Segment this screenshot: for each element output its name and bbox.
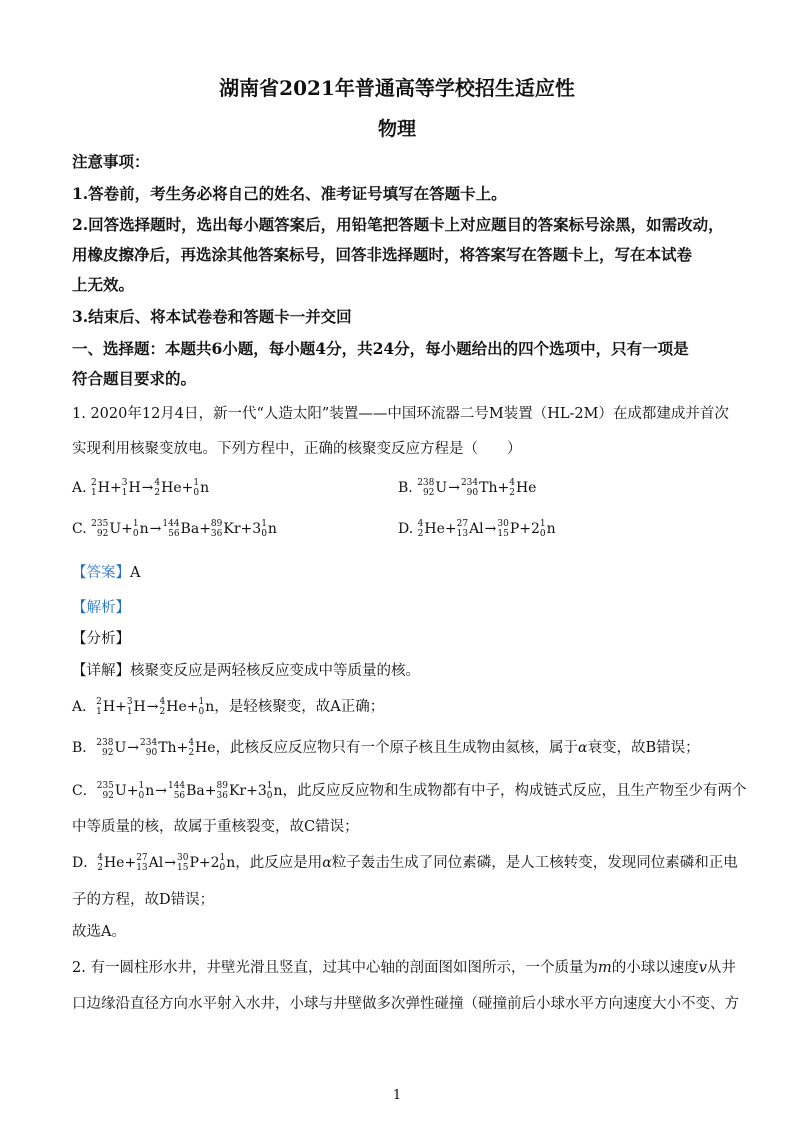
isotope-u238 [417,478,434,498]
arrow-icon: → [141,480,154,496]
element-symbol: Th [158,740,177,756]
isotope-n [261,519,267,539]
atomic-number: 15 [176,863,189,873]
isotope-he4 [509,478,515,498]
isotope-al27 [457,519,468,539]
atomic-number: 90 [145,748,158,758]
element-symbol: U [114,740,127,756]
mass-number: 1 [219,853,226,863]
velocity-variable: v [698,960,707,976]
plus-sign: + [126,783,139,799]
atomic-number: 13 [456,529,469,539]
explanation-c [72,781,747,801]
isotope-u235 [97,781,114,801]
plus-sign: + [198,855,211,871]
isotope-kr89 [217,781,228,801]
plus-sign: + [181,480,194,496]
explanation-d-line-2: 子的方程，故D错误； [72,892,215,908]
element-symbol: n [205,699,215,715]
element-symbol: Kr [228,783,247,799]
mass-number: 238 [96,738,114,748]
analysis-tag: 【解析】 [72,600,130,616]
notice-item-2-line-1: 2.回答选择题时，选出每小题答案后，用铅笔把答题卡上对应题目的答案标号涂黑，如需改动， [72,215,724,234]
exam-subject: 物理 [377,118,416,140]
isotope-n [133,519,139,539]
mass-number: 4 [159,697,166,707]
page-number: 1 [392,1088,402,1103]
isotope-u235 [91,519,108,539]
isotope-u238 [96,738,113,758]
atomic-number: 56 [173,791,186,801]
element-symbol: n [200,480,210,496]
mass-number: 4 [188,738,195,748]
option-a [72,478,209,498]
plus-sign: + [109,480,122,496]
isotope-p30 [497,519,508,539]
atomic-number: 1 [96,707,102,717]
atomic-number: 92 [102,791,114,801]
isotope-kr89 [211,519,222,539]
atomic-number: 92 [96,529,109,539]
mass-number: 1 [198,697,205,707]
isotope-th234 [461,478,478,498]
element-symbol: He [515,480,537,496]
isotope-n [198,697,204,717]
element-symbol: H [128,480,141,496]
isotope-n [138,781,144,801]
answer-value: A [130,565,141,581]
isotope-h2 [96,697,102,717]
isotope-h2 [91,478,97,498]
mass-number: 144 [162,519,180,529]
plus-sign: + [497,480,510,496]
atomic-number: 1 [126,707,133,717]
element-symbol: Ba [186,783,205,799]
plus-sign: + [444,521,457,537]
atomic-number: 2 [97,863,103,873]
explanation-text: ，此反应是用 [235,855,323,871]
atomic-number: 92 [422,488,435,498]
atomic-number: 90 [466,488,479,498]
mass-number: 2 [91,478,97,488]
explanation-text: ，是轻核聚变，故A正确； [214,699,385,715]
plus-sign: + [240,521,253,537]
element-symbol: Al [469,521,484,537]
atomic-number: 36 [210,529,223,539]
atomic-number: 92 [102,748,114,758]
element-symbol: U [109,521,122,537]
mass-number: 4 [97,853,103,863]
arrow-icon: → [146,699,159,715]
detail-line [72,661,732,681]
atomic-number: 0 [198,707,205,717]
element-symbol: P [189,855,199,871]
mass-number: 4 [154,478,161,488]
plus-sign: + [186,699,199,715]
mass-variable: m [597,960,612,976]
option-c-label: C. [72,521,87,537]
atomic-number: 2 [188,748,195,758]
explanation-text: ，此核反应反应物只有一个原子核且生成物由氦核，属于 [215,740,579,756]
answer-tag: 【答案】 [72,565,130,581]
atomic-number: 2 [159,707,166,717]
section-heading-line-2: 符合题目要求的。 [72,369,197,388]
mass-number: 234 [140,738,158,748]
element-symbol: U [114,783,127,799]
mass-number: 4 [509,478,515,488]
notice-heading: 注意事项： [72,152,150,171]
isotope-n [540,519,546,539]
exam-title: 湖南省2021年普通高等学校招生适应性 [219,76,575,100]
alpha-symbol: α [578,740,588,756]
arrow-icon: → [155,783,167,799]
notice-item-1: 1.答卷前，考生务必将自己的姓名、准考证号填写在答题卡上。 [72,184,507,203]
q2-text-c: 从井 [706,960,736,976]
element-symbol: He [103,855,125,871]
atomic-number: 36 [216,791,228,801]
atomic-number: 0 [539,529,546,539]
mass-number: 1 [261,519,267,529]
element-symbol: U [435,480,448,496]
isotope-h3 [127,697,133,717]
explanation-label: D． [72,855,98,871]
mass-number: 27 [136,853,148,863]
notice-item-2-line-2: 用橡皮擦净后，再选涂其他答案标号，回答非选择题时，将答案写在答题卡上，写在本试卷 [72,245,693,264]
alpha-symbol: α [322,855,332,871]
element-symbol: He [166,699,187,715]
plus-sign: + [519,521,531,537]
q2-text: 2. 有一圆柱形水井，井壁光滑且竖直，过其中心轴的剖面图如图所示，一个质量为 [72,960,598,976]
atomic-number: 0 [193,488,200,498]
question-2-line-1 [72,958,736,978]
mass-number: 1 [132,519,139,529]
isotope-he4 [154,478,160,498]
isotope-he4 [160,697,166,717]
explanation-a [72,697,384,717]
mass-number: 27 [456,519,469,529]
isotope-n [267,781,273,801]
plus-sign: + [246,783,258,799]
option-b [398,478,536,498]
element-symbol: P [509,521,520,537]
option-b-label: B. [398,480,413,496]
isotope-th234 [140,738,157,758]
atomic-number: 13 [136,863,148,873]
option-a-label: A. [72,480,87,496]
coefficient: 3 [252,521,262,537]
mass-number: 1 [539,519,546,529]
question-1-stem-line-2: 实现利用核聚变放电。下列方程中，正确的核聚变反应方程是（ ） [72,441,522,457]
option-d [398,519,556,539]
element-symbol: He [161,480,182,496]
explanation-text-end: 衰变，故B错误； [587,740,700,756]
q2-text-b: 的小球以速度 [611,960,699,976]
atomic-number: 2 [417,529,424,539]
mass-number: 3 [126,697,133,707]
mass-number: 235 [96,781,114,791]
atomic-number: 0 [266,791,273,801]
mass-number: 2 [96,697,102,707]
element-symbol: n [226,855,236,871]
plus-sign: + [121,521,133,537]
mass-number: 3 [121,478,128,488]
mass-number: 1 [138,781,145,791]
element-symbol: He [195,740,216,756]
mass-number: 1 [193,478,200,488]
fenxi-tag: 【分析】 [72,631,130,647]
mass-number: 144 [167,781,186,791]
atomic-number: 0 [138,791,145,801]
explanation-text-mid: 粒子轰击生成了同位素磷，是人工核转变，发现同位素磷和正电 [331,855,738,871]
isotope-he4 [418,519,424,539]
arrow-icon: → [484,521,497,537]
element-symbol: Al [148,855,164,871]
atomic-number: 0 [132,529,139,539]
isotope-ba144 [168,781,185,801]
isotope-al27 [136,853,147,873]
option-c [72,519,277,539]
mass-number: 235 [91,519,109,529]
element-symbol: H [133,699,146,715]
isotope-ba144 [162,519,179,539]
atomic-number: 56 [168,529,180,539]
isotope-h3 [122,478,128,498]
option-d-label: D. [398,521,414,537]
plus-sign: + [176,740,189,756]
isotope-he4 [188,738,194,758]
element-symbol: Th [479,480,498,496]
arrow-icon: → [164,855,176,871]
element-symbol: n [267,521,277,537]
coefficient: 3 [257,783,267,799]
explanation-b [72,738,700,758]
atomic-number: 0 [261,529,267,539]
explanation-d [72,853,738,873]
mass-number: 4 [417,519,424,529]
atomic-number: 1 [121,488,128,498]
notice-item-3: 3.结束后、将本试卷卷和答题卡一并交回 [72,307,352,326]
element-symbol: H [102,699,116,715]
atomic-number: 1 [91,488,97,498]
answer-line [72,563,732,583]
explanation-label: C． [72,783,97,799]
atomic-number: 2 [154,488,161,498]
mass-number: 30 [497,519,509,529]
element-symbol: n [145,783,155,799]
notice-item-2-line-3: 上无效。 [72,275,135,294]
element-symbol: n [273,783,283,799]
arrow-icon: → [127,740,140,756]
arrow-icon: → [448,480,460,496]
atomic-number: 2 [509,488,515,498]
element-symbol: Ba [180,521,200,537]
isotope-n [220,853,226,873]
element-symbol: H [97,480,110,496]
detail-tag: 【详解】 [72,663,130,679]
atomic-number: 15 [497,529,509,539]
mass-number: 238 [417,478,435,488]
mass-number: 30 [176,853,189,863]
element-symbol: He [424,521,445,537]
question-1-stem-line-1: 1. 2020年12月4日，新一代“人造太阳”装置——中国环流器二号M装置（HL-2M）在成都建成并首次 [72,406,729,422]
isotope-he4 [97,853,103,873]
element-symbol: n [546,521,556,537]
coefficient: 2 [210,855,220,871]
element-symbol: Kr [223,521,241,537]
mass-number: 89 [210,519,223,529]
coefficient: 2 [531,521,540,537]
mass-number: 1 [266,781,273,791]
atomic-number: 0 [219,863,226,873]
explanation-c-line-2: 中等质量的核，故属于重核裂变，故C错误； [72,819,359,835]
section-heading-line-1: 一、选择题：本题共6小题，每小题4分，共24分，每小题给出的四个选项中，只有一项是 [72,339,689,358]
conclusion: 故选A。 [72,924,126,940]
plus-sign: + [204,783,217,799]
isotope-n [193,478,199,498]
explanation-text: ，此反应反应物和生成物都有中子，构成链式反应，且生产物至少有两个 [282,783,747,799]
plus-sign: + [199,521,211,537]
mass-number: 234 [460,478,479,488]
question-2-line-2: 口边缘沿直径方向水平射入水井，小球与井壁做多次弹性碰撞（碰撞前后小球水平方向速度大小不变、方 [72,996,739,1012]
arrow-icon: → [149,521,162,537]
plus-sign: + [124,855,137,871]
detail-text: 核聚变反应是两轻核反应变成中等质量的核。 [130,663,420,679]
element-symbol: n [139,521,149,537]
explanation-label: B． [72,740,97,756]
explanation-label: A． [72,699,97,715]
isotope-p30 [177,853,188,873]
mass-number: 89 [216,781,228,791]
plus-sign: + [115,699,127,715]
